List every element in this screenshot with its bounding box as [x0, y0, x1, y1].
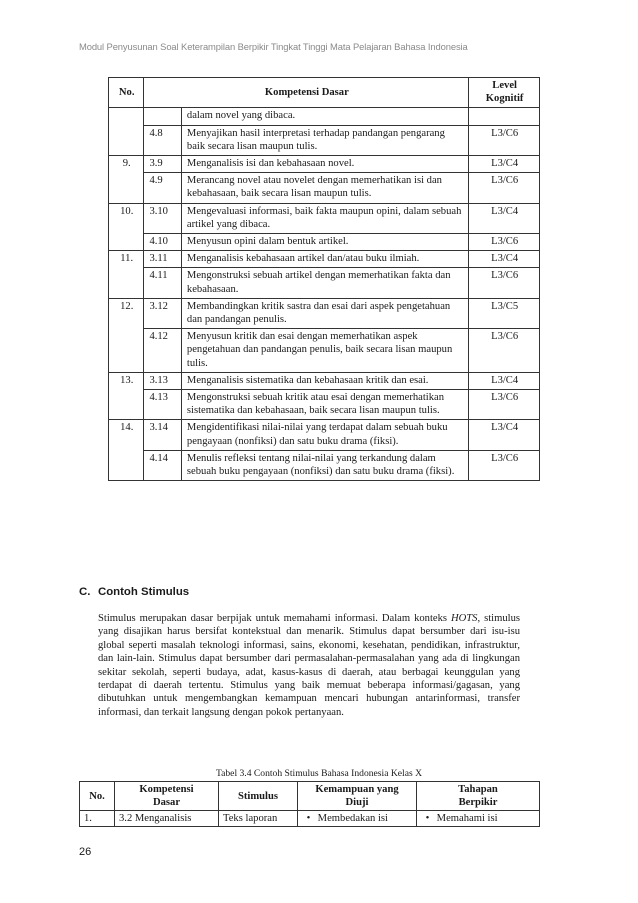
row-tahapan-text: Memahami isi [436, 813, 498, 824]
header-no: No. [109, 78, 144, 108]
row-tahapan [417, 811, 540, 827]
row-number: 9. [109, 156, 144, 204]
kd-code: 4.13 [144, 390, 181, 420]
kd-code [144, 108, 181, 125]
header-level-line2: Kognitif [485, 93, 524, 105]
row-number: 14. [109, 420, 144, 481]
kd-description: Menganalisis isi dan kebahasaan novel. [181, 156, 468, 173]
bullet-icon: • [306, 813, 311, 824]
kd-code: 4.11 [144, 268, 181, 298]
section-heading [79, 586, 189, 598]
running-header: Modul Penyusunan Soal Keterampilan Berpikir Tingkat Tinggi Mata Pelajaran Bahasa Indonesia [79, 41, 468, 52]
table-row [109, 298, 540, 328]
table-row [109, 156, 540, 173]
row-number: 10. [109, 203, 144, 251]
kd-level: L3/C5 [469, 298, 540, 328]
header-no: No. [80, 782, 115, 811]
kd-code: 4.10 [144, 234, 181, 251]
kd-description: Mengidentifikasi nilai-nilai yang terdapat dalam sebuah buku pengayaan (nonfiksi) dan satu buku drama (fiksi). [181, 420, 468, 450]
kd-level: L3/C6 [469, 268, 540, 298]
table-row [109, 329, 540, 373]
header-kompetensi-line2: Dasar [152, 797, 181, 808]
kd-level: L3/C4 [469, 251, 540, 268]
kd-level: L3/C4 [469, 156, 540, 173]
row-kemampuan [298, 811, 417, 827]
kd-code: 4.8 [144, 125, 181, 155]
kd-description: Menganalisis sistematika dan kebahasaan kritik dan esai. [181, 372, 468, 389]
table-row [109, 234, 540, 251]
kd-level: L3/C4 [469, 203, 540, 233]
row-number: 11. [109, 251, 144, 299]
header-kompetensi-line1: Kompetensi [139, 784, 194, 795]
table-header-row [109, 78, 540, 108]
kd-code: 4.14 [144, 450, 181, 480]
header-kemampuan-diuji [298, 782, 417, 811]
table-row [109, 203, 540, 233]
kd-level [469, 108, 540, 125]
header-level-kognitif [469, 78, 540, 108]
header-tahapan-line1: Tahapan [458, 784, 498, 795]
table-caption: Tabel 3.4 Contoh Stimulus Bahasa Indonesia Kelas X [215, 768, 423, 779]
stimulus-table [79, 781, 540, 827]
kd-description: Menyusun kritik dan esai dengan memerhatikan aspek pengetahuan dan pandangan penulis, baik secara lisan maupun tulis. [181, 329, 468, 373]
kd-level: L3/C6 [469, 390, 540, 420]
kd-description: Menyusun opini dalam bentuk artikel. [181, 234, 468, 251]
kd-code: 3.11 [144, 251, 181, 268]
kd-level: L3/C6 [469, 125, 540, 155]
header-kompetensi-dasar [115, 782, 219, 811]
header-tahapan-line2: Berpikir [458, 797, 498, 808]
kd-level: L3/C4 [469, 420, 540, 450]
section-letter: C. [79, 586, 91, 598]
kd-description: Mengonstruksi sebuah artikel dengan memerhatikan fakta dan kebahasaan. [181, 268, 468, 298]
header-kompetensi-dasar: Kompetensi Dasar [144, 78, 469, 108]
kd-level: L3/C6 [469, 329, 540, 373]
header-stimulus: Stimulus [219, 782, 298, 811]
row-kemampuan-text: Membedakan isi [317, 813, 388, 824]
paragraph-italic-term: HOTS [450, 613, 478, 624]
row-number: 1. [80, 811, 115, 827]
kd-description: Menganalisis kebahasaan artikel dan/atau buku ilmiah. [181, 251, 468, 268]
table-row [109, 420, 540, 450]
kd-code: 4.9 [144, 173, 181, 203]
header-level-line1: Level [492, 80, 517, 91]
kd-description: Membandingkan kritik sastra dan esai dari aspek pengetahuan dan pandangan penulis. [181, 298, 468, 328]
table-row [109, 251, 540, 268]
row-kompetensi-dasar: 3.2 Menganalisis [115, 811, 219, 827]
table-row [109, 450, 540, 480]
header-kemampuan-line2: Diuji [345, 797, 369, 808]
page-number: 26 [79, 846, 92, 858]
row-number [109, 108, 144, 156]
kd-description: Mengonstruksi sebuah kritik atau esai dengan memerhatikan sistematika dan kebahasaan, baik secara lisan maupun tulis. [181, 390, 468, 420]
kd-description: Merancang novel atau novelet dengan memerhatikan isi dan kebahasaan, baik secara lisan maupun tulis. [181, 173, 468, 203]
bullet-icon: • [425, 813, 430, 824]
kd-code: 3.14 [144, 420, 181, 450]
paragraph-text-start: Stimulus merupakan dasar berpijak untuk memahami informasi. Dalam konteks [98, 613, 451, 624]
table-row [109, 390, 540, 420]
table-row [109, 268, 540, 298]
kd-code: 4.12 [144, 329, 181, 373]
kd-level: L3/C6 [469, 173, 540, 203]
kd-level: L3/C6 [469, 450, 540, 480]
kd-code: 3.9 [144, 156, 181, 173]
table-row [109, 125, 540, 155]
section-title: Contoh Stimulus [98, 586, 190, 598]
table-row [109, 372, 540, 389]
table-row [80, 811, 540, 827]
paragraph-text-rest: , stimulus yang disajikan harus bersifat kontekstual dan menarik. Stimulus dapat bersumber dari isu-isu global seperti masalah teknologi informasi, sains, ekonomi, kesehatan, pendidikan, infrastruktur, dan lain-lain. Stimulus dapat bersumber dari permasalahan-permasalahan yang ada di lingkungan sekitar sekolah, seperti budaya, adat, kasus-kasus di daerah, atau berbagai keunggulan yang terdapat di daerah tertentu. Stimulus yang baik memuat beberapa informasi/gagasan, yang dibutuhkan untuk mengembangkan kemampuan mencari hubungan antarinformasi, transfer informasi, dan terkait langsung dengan pokok pertanyaan. [98, 613, 520, 718]
table-header-row [80, 782, 540, 811]
kd-description: Menulis refleksi tentang nilai-nilai yang terkandung dalam sebuah buku pengayaan (nonfiksi) dan satu buku drama (fiksi). [181, 450, 468, 480]
section-paragraph [98, 612, 520, 719]
row-number: 12. [109, 298, 144, 372]
kd-description: Menyajikan hasil interpretasi terhadap pandangan pengarang baik secara lisan maupun tulis. [181, 125, 468, 155]
header-tahapan-berpikir [417, 782, 540, 811]
header-kemampuan-line1: Kemampuan yang [315, 784, 399, 795]
table-row [109, 108, 540, 125]
kd-level: L3/C4 [469, 372, 540, 389]
kd-description: dalam novel yang dibaca. [181, 108, 468, 125]
kd-level: L3/C6 [469, 234, 540, 251]
kd-description: Mengevaluasi informasi, baik fakta maupun opini, dalam sebuah artikel yang dibaca. [181, 203, 468, 233]
kompetensi-dasar-table [108, 77, 540, 481]
row-stimulus: Teks laporan [219, 811, 298, 827]
kd-code: 3.13 [144, 372, 181, 389]
row-number: 13. [109, 372, 144, 420]
table-row [109, 173, 540, 203]
kd-code: 3.10 [144, 203, 181, 233]
kd-code: 3.12 [144, 298, 181, 328]
